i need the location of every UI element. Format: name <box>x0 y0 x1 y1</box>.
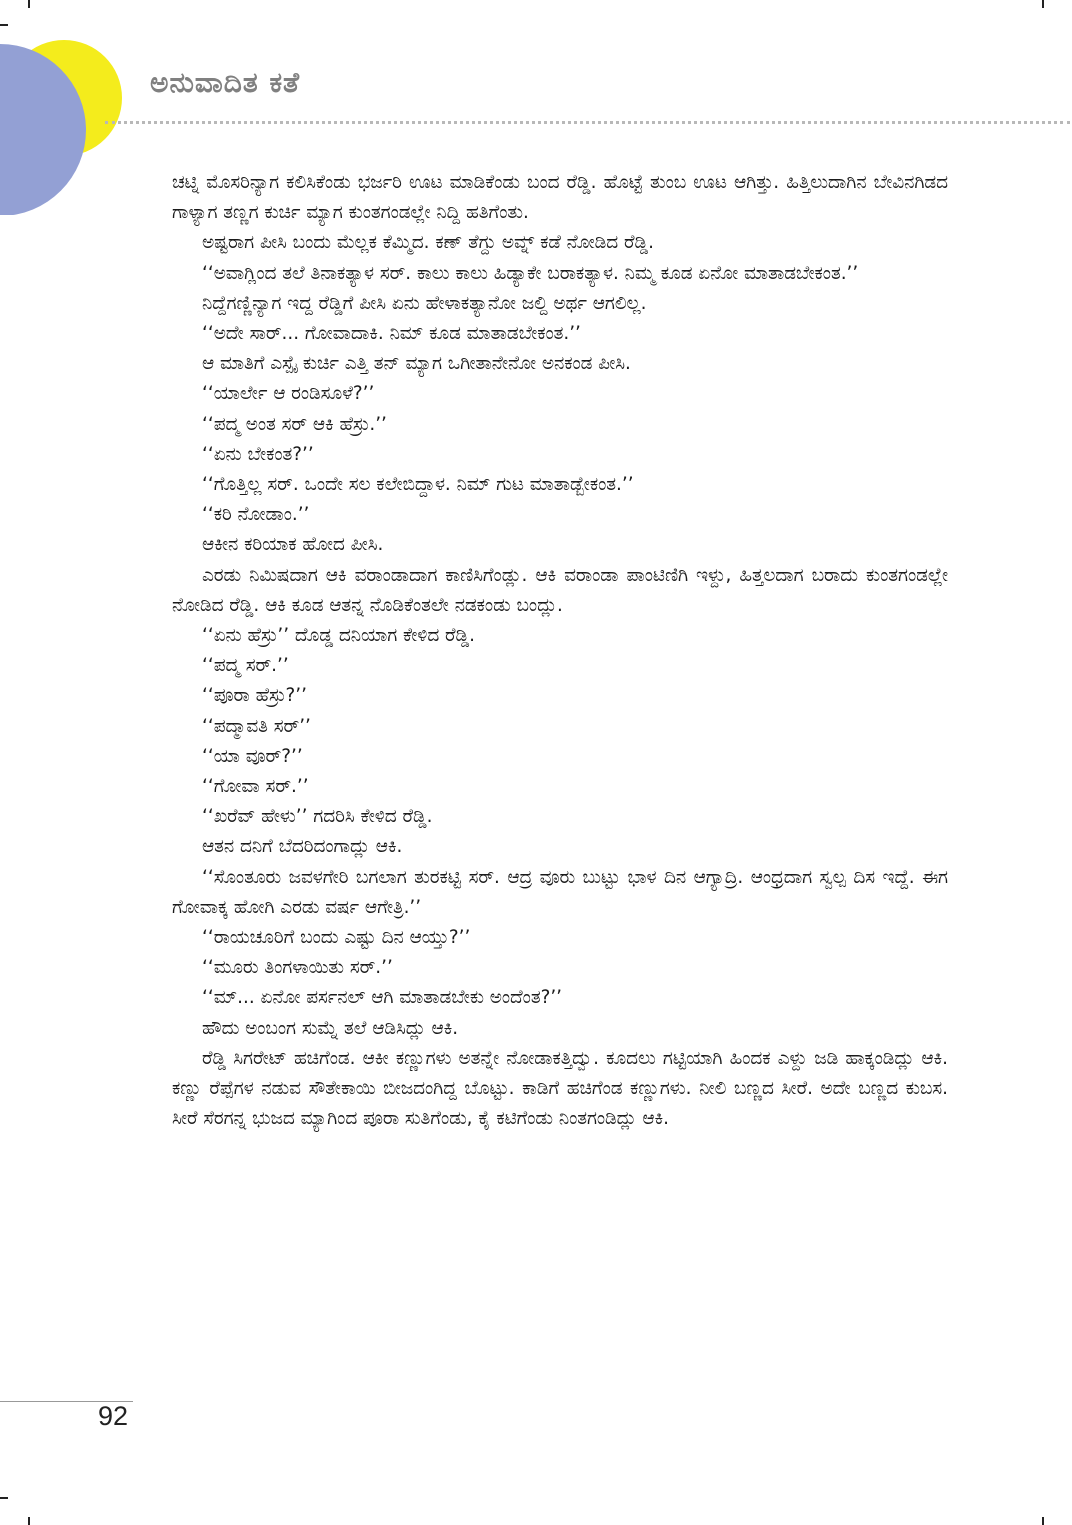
paragraph: ‘‘ಅದೇ ಸಾರ್... ಗೋವಾದಾಕಿ. ನಿಮ್ ಕೂಡ ಮಾತಾಡಬೇಕಂತ.’’ <box>202 323 581 345</box>
paragraph: ‘‘ರಾಯಚೂರಿಗೆ ಬಂದು ಎಷ್ಟು ದಿನ ಆಯ್ತು?’’ <box>202 927 471 949</box>
paragraph: ‘‘ಅವಾಗ್ಲಿಂದ ತಲೆ ತಿನಾಕತ್ಯಾಳ ಸರ್. ಕಾಲು ಕಾಲು ಹಿಡ್ಯಾಕೇ ಬರಾಕತ್ಯಾಳ. ನಿಮ್ಮ ಕೂಡ ಏನೋ ಮಾತಾಡಬೇಕಂತ.’’ <box>202 262 859 284</box>
paragraph: ಆತನ ದನಿಗೆ ಬೆದರಿದಂಗಾದ್ಲು ಆಕಿ. <box>202 836 403 858</box>
paragraph: ‘‘ಕರಿ ನೋಡಾಂ.’’ <box>202 504 310 526</box>
paragraph: ‘‘ಪೂರಾ ಹೆಸ್ರು?’’ <box>202 685 307 707</box>
paragraph: ಎರಡು ನಿಮಿಷದಾಗ ಆಕಿ ವರಾಂಡಾದಾಗ ಕಾಣಿಸಿಗೆಂಡ್ಲು. ಆಕಿ ವರಾಂಡಾ ಪಾಂಟಿಣಿಗಿ ಇಳ್ದು, ಹಿತ್ತಲದಾಗ ಬರಾದು ಕುಂತಗಂಡಲ್ಲೇ ನೋಡಿದ ರೆಡ್ಡಿ. ಆಕಿ ಕೂಡ ಆತನ್ನ ನೊಡಿಕೆಂತಲೇ ನಡಕಂಡು ಬಂದ್ಲು. <box>172 564 948 616</box>
paragraph: ‘‘ಗೊತ್ತಿಲ್ಲ ಸರ್. ಒಂದೇ ಸಲ ಕಲೇಬಿದ್ದಾಳ. ನಿಮ್ ಗುಟ ಮಾತಾಡ್ಬೇಕಂತ.’’ <box>202 474 634 496</box>
paragraph: ಅಷ್ಟರಾಗ ಪೀಸಿ ಬಂದು ಮೆಲ್ಲಕ ಕೆಮ್ಮಿದ. ಕಣ್ ತೆಗ್ದು ಅವ್ನ್ ಕಡೆ ನೋಡಿದ ರೆಡ್ಡಿ. <box>202 232 654 254</box>
paragraph: ‘‘ಸೊಂತೂರು ಜವಳಗೇರಿ ಬಗಲಾಗ ತುರಕಟ್ಟಿ ಸರ್. ಆದ್ರ ವೂರು ಬುಟ್ಟು ಭಾಳ ದಿನ ಆಗ್ಯಾದ್ರಿ. ಆಂಧ್ರದಾಗ ಸ್ವಲ್ಪ ದಿಸ ಇದ್ದೆ. ಈಗ ಗೋವಾಕ್ಕ ಹೋಗಿ ಎರಡು ವರ್ಷ ಆಗೇತ್ರಿ.’’ <box>172 866 948 918</box>
story-body <box>172 168 948 1135</box>
paragraph: ‘‘ಮ್... ಏನೋ ಪರ್ಸನಲ್ ಆಗಿ ಮಾತಾಡಬೇಕು ಅಂದೆಂತ?’’ <box>202 987 563 1009</box>
paragraph: ‘‘ಯಾ ವೂರ್?’’ <box>202 745 303 767</box>
paragraph: ‘‘ಮೂರು ತಿಂಗಳಾಯಿತು ಸರ್.’’ <box>202 957 393 979</box>
paragraph: ‘‘ಗೋವಾ ಸರ್.’’ <box>202 776 309 798</box>
crop-mark-left-lower <box>0 1497 8 1499</box>
paragraph: ಆ ಮಾತಿಗೆ ಎಸ್ಪೈ ಕುರ್ಚಿ ಎತ್ತಿ ತನ್ ಮ್ಯಾಗ ಒಗೀತಾನೇನೋ ಅನಕಂಡ ಪೀಸಿ. <box>202 353 631 375</box>
paragraph: ಚಟ್ನಿ ಮೊಸರಿನ್ಯಾಗ ಕಲಿಸಿಕೆಂಡು ಭರ್ಜರಿ ಊಟ ಮಾಡಿಕೆಂಡು ಬಂದ ರೆಡ್ಡಿ. ಹೊಟ್ಟೆ ತುಂಬ ಊಟ ಆಗಿತ್ತು. ಹಿತ್ತಿಲುದಾಗಿನ ಬೇವಿನಗಿಡದ ಗಾಳ್ಯಾಗ ತಣ್ಣಗ ಕುರ್ಚಿ ಮ್ಯಾಗ ಕುಂತಗಂಡಲ್ಲೇ ನಿದ್ದಿ ಹತಿಗೆಂತು. <box>172 172 948 224</box>
header-dotted-rule <box>105 121 1070 124</box>
paragraph: ‘‘ಖರೆವ್ ಹೇಳು’’ ಗದರಿಸಿ ಕೇಳಿದ ರೆಡ್ಡಿ. <box>202 806 433 828</box>
paragraph: ಆಕೀನ ಕರಿಯಾಕ ಹೋದ ಪೀಸಿ. <box>202 534 384 556</box>
paragraph: ‘‘ಪದ್ಮ ಅಂತ ಸರ್ ಆಕಿ ಹೆಸ್ರು.’’ <box>202 413 387 435</box>
crop-mark-top-right <box>1042 0 1044 8</box>
paragraph: ‘‘ಯಾರ್ಲೇ ಆ ರಂಡಿಸೂಳೆ?’’ <box>202 383 375 405</box>
paragraph: ನಿದ್ದೆಗಣ್ಣಿನ್ಯಾಗ ಇದ್ದ ರೆಡ್ಡಿಗೆ ಪೀಸಿ ಏನು ಹೇಳಾಕತ್ಯಾನೋ ಜಲ್ದಿ ಅರ್ಥ ಆಗಲಿಲ್ಲ. <box>202 292 647 314</box>
section-title: ಅನುವಾದಿತ ಕತೆ <box>150 66 301 99</box>
paragraph: ‘‘ಪದ್ಮ ಸರ್.’’ <box>202 655 289 677</box>
crop-mark-bottom-right <box>1042 1517 1044 1525</box>
crop-mark-bottom-left <box>28 1517 30 1525</box>
page-number: 92 <box>98 1401 129 1431</box>
paragraph: ‘‘ಏನು ಬೇಕಂತ?’’ <box>202 443 314 465</box>
paragraph: ‘‘ಏನು ಹೆಸ್ರು’’ ದೊಡ್ಡ ದನಿಯಾಗ ಕೇಳಿದ ರೆಡ್ಡಿ. <box>202 625 476 647</box>
paragraph: ರೆಡ್ಡಿ ಸಿಗರೇಟ್ ಹಚಿಗೆಂಡ. ಆಕೀ ಕಣ್ಣುಗಳು ಅತನ್ನೇ ನೋಡಾಕತ್ತಿದ್ವು. ಕೂದಲು ಗಟ್ಟಿಯಾಗಿ ಹಿಂದಕ ಎಳ್ದು ಜಡಿ ಹಾಕ್ಕಂಡಿದ್ಲು ಆಕಿ. ಕಣ್ಣು ರೆಪ್ಪೆಗಳ ನಡುವ ಸೌತೇಕಾಯಿ ಬೀಜದಂಗಿದ್ದ ಬೊಟ್ಟು. ಕಾಡಿಗೆ ಹಚಿಗೆಂಡ ಕಣ್ಣುಗಳು. ನೀಲಿ ಬಣ್ಣದ ಸೀರೆ. ಅದೇ ಬಣ್ಣದ ಕುಬಸ. ಸೀರೆ ಸೆರಗನ್ನ ಭುಜದ ಮ್ಯಾಗಿಂದ ಪೂರಾ ಸುತಿಗೆಂಡು, ಕೈ ಕಟಿಗೆಂಡು ನಿಂತಗಂಡಿದ್ಲು ಆಕಿ. <box>172 1047 948 1130</box>
paragraph: ‘‘ಪದ್ಮಾವತಿ ಸರ್’’ <box>202 715 311 737</box>
header-decoration <box>0 0 150 215</box>
paragraph: ಹೌದು ಅಂಬಂಗ ಸುಮ್ನೆ ತಲೆ ಆಡಿಸಿದ್ಲು ಆಕಿ. <box>202 1017 459 1039</box>
